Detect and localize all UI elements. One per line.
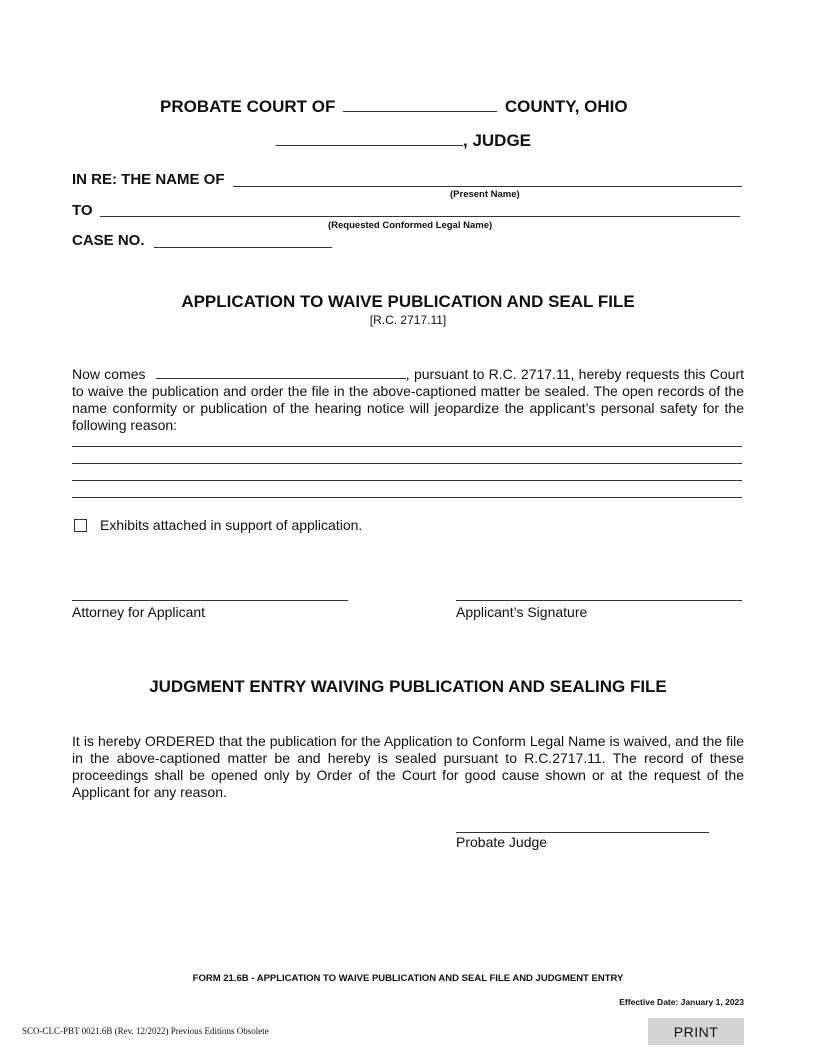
applicant-signature-line[interactable]	[456, 600, 742, 601]
judge-heading	[276, 131, 531, 151]
print-button[interactable]: PRINT	[648, 1018, 744, 1045]
reason-line-4[interactable]	[72, 497, 742, 498]
present-name-caption: (Present Name)	[450, 189, 520, 200]
county-field[interactable]	[343, 97, 497, 112]
to-label: TO	[72, 202, 93, 219]
judgment-title: JUDGMENT ENTRY WAIVING PUBLICATION AND SEALING FILE	[149, 677, 667, 696]
judge-name-field[interactable]	[276, 131, 463, 146]
reason-line-3[interactable]	[72, 480, 742, 481]
applicant-name-field[interactable]	[156, 366, 406, 379]
judge-signature-line[interactable]	[456, 832, 709, 833]
judge-suffix: , JUDGE	[463, 131, 532, 150]
applicant-signature-label: Applicant’s Signature	[456, 604, 588, 620]
in-re-label: IN RE: THE NAME OF	[72, 171, 225, 188]
statute-reference: [R.C. 2717.11]	[369, 313, 447, 327]
form-title: FORM 21.6B - APPLICATION TO WAIVE PUBLICATION AND SEAL FILE AND JUDGMENT ENTRY	[192, 973, 624, 984]
case-no-field[interactable]	[154, 247, 332, 248]
exhibits-checkbox[interactable]	[74, 519, 87, 532]
court-heading	[160, 97, 628, 117]
attorney-label: Attorney for Applicant	[72, 604, 206, 620]
reason-line-1[interactable]	[72, 446, 742, 447]
application-paragraph	[72, 366, 744, 434]
requested-name-caption: (Requested Conformed Legal Name)	[328, 220, 493, 231]
form-code: SCO-CLC-PBT 0021.6B (Rev. 12/2022) Previous Editions Obsolete	[22, 1026, 269, 1036]
court-suffix: COUNTY, OHIO	[504, 97, 628, 116]
attorney-signature-line[interactable]	[72, 600, 348, 601]
court-prefix: PROBATE COURT OF	[160, 97, 336, 116]
case-no-label: CASE NO.	[72, 232, 145, 249]
requested-name-field[interactable]	[100, 216, 740, 217]
reason-line-2[interactable]	[72, 463, 742, 464]
present-name-field[interactable]	[233, 186, 742, 187]
intro-rest: , pursuant to R.C. 2717.11, hereby requests this Court to waive the publication and order the file in the above-captioned matter be sealed. The open records of the name conformity or publication of the hearing notice will jeopardize the applicant’s personal safety for the following reason:	[72, 366, 744, 433]
probate-judge-label: Probate Judge	[456, 834, 548, 850]
exhibits-label: Exhibits attached in support of application.	[100, 517, 363, 533]
application-title: APPLICATION TO WAIVE PUBLICATION AND SEAL FILE	[181, 292, 635, 311]
effective-date: Effective Date: January 1, 2023	[619, 997, 744, 1007]
judgment-paragraph: It is hereby ORDERED that the publication for the Application to Conform Legal Name is waived, and the file in the above-captioned matter be and hereby is sealed pursuant to R.C.2717.11. The record of these proceedings shall be opened only by Order of the Court for good cause shown or at the request of the Applicant for any reason.	[72, 733, 744, 800]
intro-start: Now comes	[72, 366, 146, 382]
